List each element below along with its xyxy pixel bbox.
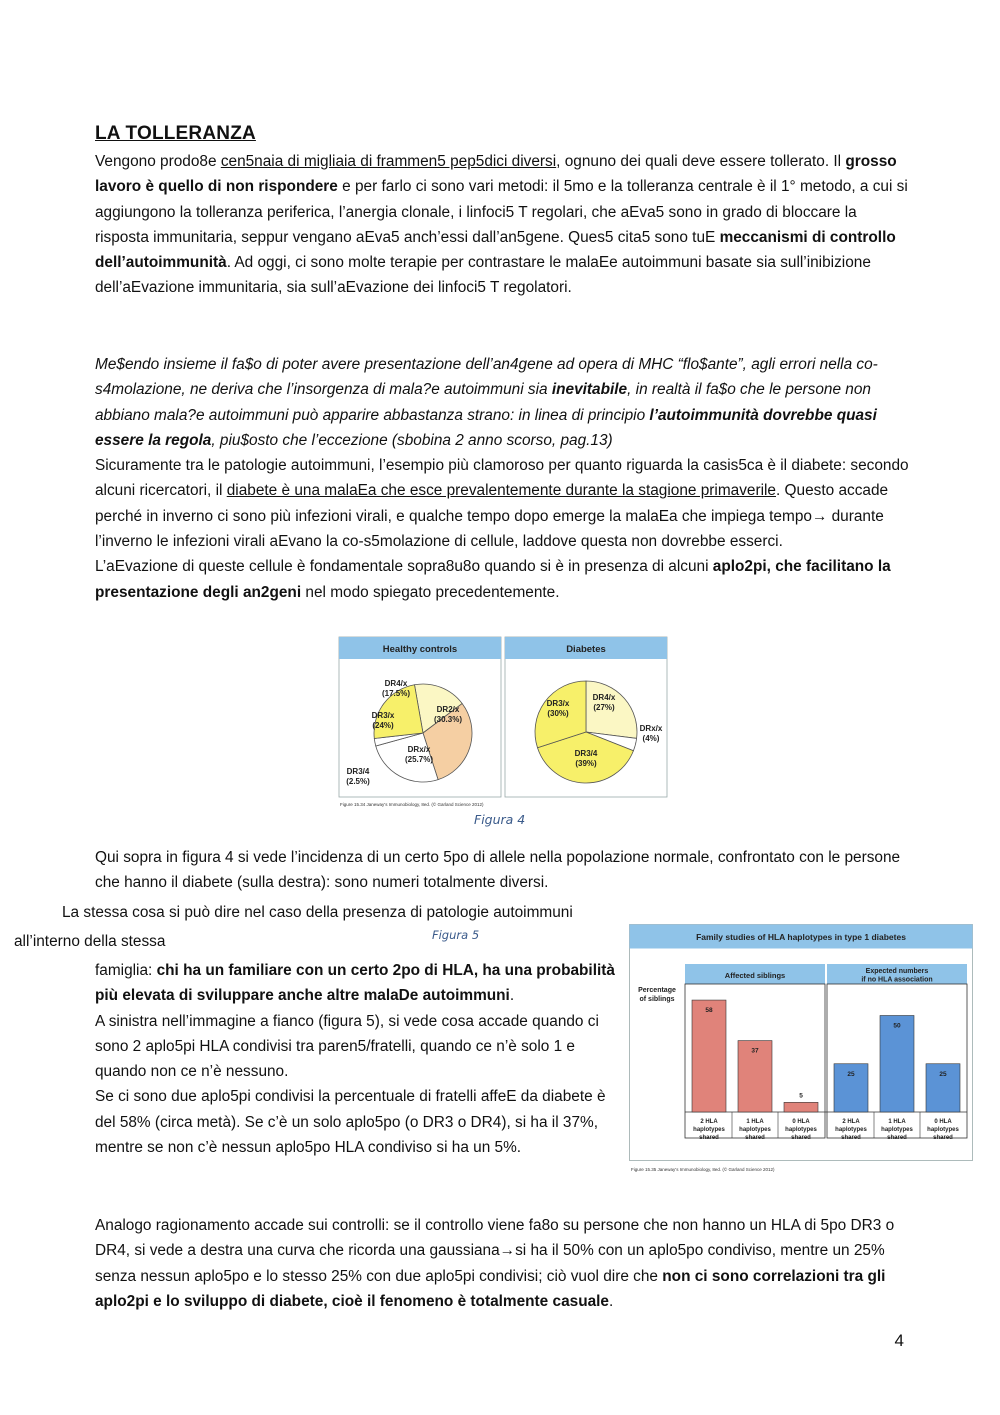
category-label: shared bbox=[841, 1135, 861, 1141]
category-label: haplotypes bbox=[835, 1127, 867, 1133]
paragraph-tolerance bbox=[95, 149, 910, 301]
pie1-label-name: DR3/x bbox=[371, 711, 395, 720]
ylabel-line1: Percentage bbox=[638, 987, 676, 994]
category-label: haplotypes bbox=[785, 1127, 817, 1133]
pie1-label-value: (17.5%) bbox=[381, 689, 411, 698]
pie2-label-name: DR3/x bbox=[546, 699, 570, 708]
category-label: 1 HLA bbox=[746, 1119, 764, 1125]
figure-4-credit: Figure 15.34 Janeway’s Immunobiology, 8ed. (© Garland Science 2012) bbox=[340, 802, 484, 807]
bar-value-label: 50 bbox=[893, 1022, 901, 1030]
healthy-pie bbox=[371, 684, 472, 782]
category-label: haplotypes bbox=[693, 1127, 725, 1133]
category-label: shared bbox=[745, 1135, 765, 1141]
category-label: 2 HLA bbox=[842, 1119, 860, 1125]
category-label: shared bbox=[791, 1135, 811, 1141]
bar bbox=[784, 1102, 818, 1112]
pie2-label-name: DR4/x bbox=[592, 693, 616, 702]
arrow-right-icon: → bbox=[811, 507, 828, 525]
category-label: 0 HLA bbox=[792, 1119, 810, 1125]
bar bbox=[880, 1016, 914, 1113]
text-run: Vengono prodo8e bbox=[95, 153, 221, 170]
category-label: haplotypes bbox=[739, 1127, 771, 1133]
page-title: LA TOLLERANZA bbox=[95, 123, 256, 144]
category-label: haplotypes bbox=[927, 1127, 959, 1133]
figure-5-caption: Figura 5 bbox=[432, 928, 480, 942]
category-label: 1 HLA bbox=[888, 1119, 906, 1125]
group2-label-line1: Expected numbers bbox=[865, 968, 929, 975]
text-run: Qui sopra in figura 4 si vede l’incidenza di un certo 5po di allele nella popolazione normale, confrontato con le persone che hanno il diabete (sulla destra): sono numeri totalmente diversi. bbox=[95, 849, 901, 892]
bar-value-label: 25 bbox=[939, 1070, 947, 1078]
pie1-label-name: DR4/x bbox=[384, 679, 408, 688]
paragraph-controls bbox=[95, 1213, 910, 1314]
pie2-label-name: DRx/x bbox=[639, 724, 663, 733]
bold-text: aplo2pi, che facilitano la presentazione degli an2geni bbox=[95, 558, 891, 601]
text-line: all’interno della stessa bbox=[14, 933, 166, 950]
pie2-label-value: (30%) bbox=[547, 709, 569, 718]
text-run: Analogo ragionamento accade sui controlli: se il controllo viene fa8o su persone che non hanno un HLA di 5po DR3 o DR4, si vede a destra una curva che ricorda una gaussiana bbox=[95, 1217, 895, 1260]
pie1-label-value: (2.5%) bbox=[346, 777, 370, 786]
text-run: L’aEvazione di queste cellule è fondamentale sopra8u8o quando si è in presenza di alcuni bbox=[95, 558, 713, 576]
arrow-right-icon: → bbox=[499, 1242, 516, 1260]
text-run: , ognuno dei quali deve essere tollerato. Il bbox=[556, 153, 846, 170]
healthy-title: Healthy controls bbox=[382, 644, 458, 655]
pie1-label-name: DR3/4 bbox=[346, 767, 370, 776]
bold-text: non ci sono correlazioni tra gli aplo2pi e lo sviluppo di diabete, cioè il fenomeno è totalmente casuale bbox=[95, 1267, 886, 1310]
text-run: si ha il 50% con un aplo5po condiviso, mentre un 25% senza nessun aplo5po e lo stesso 25% con due aplo5pi condivisi; ciò vuol dire che bbox=[95, 1242, 885, 1285]
pie2-label-value: (4%) bbox=[642, 734, 660, 743]
page-number: 4 bbox=[894, 1331, 904, 1350]
pie2-label-value: (39%) bbox=[575, 759, 597, 768]
bold-italic-text: l’autoimmunità dovrebbe quasi essere la regola bbox=[95, 406, 877, 449]
category-label: shared bbox=[933, 1135, 953, 1141]
pie1-label-value: (25.7%) bbox=[404, 755, 434, 764]
bold-text: grosso lavoro è quello di non rispondere bbox=[95, 153, 897, 196]
diabetes-title: Diabetes bbox=[566, 644, 606, 655]
italic-text: , piu$osto che l’eccezione (sbobina 2 anno scorso, pag.13) bbox=[211, 431, 613, 449]
figure-4-caption: Figura 4 bbox=[474, 812, 526, 827]
category-label: 2 HLA bbox=[700, 1119, 718, 1125]
underlined-text: cen5naia di migliaia di frammen5 pep5dici diversi bbox=[220, 153, 557, 170]
bar-value-label: 5 bbox=[799, 1092, 803, 1100]
pie1-label-value: (30.3%) bbox=[433, 715, 463, 724]
group1-label: Affected siblings bbox=[724, 971, 786, 980]
category-label: haplotypes bbox=[881, 1127, 913, 1133]
chart-frame bbox=[630, 925, 973, 1161]
text-run: e per farlo ci sono vari metodi: il 5mo e la tolleranza centrale è il 1° metodo, a cui si aggiungono la tolleranza periferica, l’anergia clonale, i linfoci5 T regolari, che aEva5 sono in grado di bloccare la risposta immunitaria, seppur vengano aEva5 anch’essi dall’an5gene. Ques5 cita5 sono tuE bbox=[95, 178, 908, 246]
paragraph-autoimmunity bbox=[95, 352, 910, 605]
text-run: Se ci sono due aplo5pi condivisi la percentuale di fratelli affeE da diabete è del 58% (circa metà). Se c’è un solo aplo5po (o DR3 o DR4), si ha il 37%, mentre se non c’è nessun aplo5po HLA condiviso si ha un 5%. bbox=[95, 1088, 606, 1157]
pie2-label-value: (27%) bbox=[593, 703, 615, 712]
text-run: . bbox=[509, 987, 515, 1005]
pie1-label-name: DR2/x bbox=[436, 705, 460, 714]
figure-5-bar-chart bbox=[629, 924, 974, 1176]
text-run: . bbox=[609, 1292, 614, 1310]
text-run: famiglia: bbox=[95, 962, 157, 979]
paragraph-family-studies bbox=[95, 958, 615, 1160]
text-run: Sicuramente tra le patologie autoimmuni, l’esempio più clamoroso per quanto riguarda la casis5ca è il diabete: secondo alcuni ricercatori, il bbox=[95, 457, 909, 500]
text-run: A sinistra nell’immagine a fianco (figura 5), si vede cosa accade quando ci sono 2 aplo5pi HLA condivisi tra paren5/fratelli, quando ce n’è solo 1 e quando non ce n’è nessuno. bbox=[95, 1012, 599, 1081]
paragraph-figure4-comment bbox=[95, 845, 910, 896]
pie2-label-name: DR3/4 bbox=[574, 749, 598, 758]
category-label: shared bbox=[699, 1135, 719, 1141]
pie1-label-value: (24%) bbox=[372, 721, 394, 730]
figure-5-credit: Figure 15.35 Janeway’s Immunobiology, 8ed. (© Garland Science 2012) bbox=[631, 1167, 775, 1172]
bold-text: meccanismi di controllo dell’autoimmunità bbox=[95, 228, 896, 272]
group2-label-line2: if no HLA association bbox=[861, 976, 933, 984]
text-line: La stessa cosa si può dire nel caso della presenza di patologie autoimmuni bbox=[62, 904, 573, 921]
figure-4-pie-charts bbox=[338, 636, 668, 810]
text-run: . Ad oggi, ci sono molte terapie per contrastare le malaEe autoimmuni basate sia sull’inibizione dell’aEvazione immunitaria, sia sull’aEvazione dei linfoci5 T regolatori. bbox=[95, 254, 871, 297]
category-label: 0 HLA bbox=[934, 1119, 952, 1125]
bar-value-label: 58 bbox=[705, 1007, 713, 1015]
text-run: nel modo spiegato precedentemente. bbox=[301, 583, 560, 601]
chart-title: Family studies of HLA haplotypes in type 1 diabetes bbox=[696, 932, 906, 942]
bold-text: chi ha un familiare con un certo 2po di HLA, ha una probabilità più elevata di sviluppare anche altre malaDe autoimmuni bbox=[95, 962, 615, 1005]
ylabel-line2: of siblings bbox=[639, 996, 675, 1003]
category-label: shared bbox=[887, 1135, 907, 1141]
bar-value-label: 25 bbox=[847, 1070, 855, 1078]
bar-value-label: 37 bbox=[751, 1047, 759, 1055]
underlined-text: diabete è una malaEa che esce prevalentemente durante la stagione primaverile bbox=[226, 482, 776, 500]
text-run: durante l’inverno le infezioni virali aEvano la co-s5molazione di cellule, laddove questa non dovrebbe esserci. bbox=[95, 507, 884, 551]
pie1-label-name: DRx/x bbox=[407, 745, 431, 754]
text-run: . Questo accade perché in inverno ci sono più infezioni virali, e qualche tempo dopo emerge la malaEa che impiega tempo bbox=[95, 482, 889, 525]
bold-italic-text: inevitabile bbox=[551, 381, 628, 399]
bar bbox=[692, 1000, 726, 1112]
italic-text: , in realtà il fa$o che le persone non abbiano mala?e autoimmuni può apparire abbastanza strano: in linea di principio bbox=[95, 381, 871, 424]
italic-text: Me$endo insieme il fa$o di poter avere presentazione dell’an4gene ad opera di MHC “flo$ante”, agli errori nella co-s4molazione, ne deriva che l’insorgenza di mala?e autoimmuni sia bbox=[95, 356, 878, 399]
